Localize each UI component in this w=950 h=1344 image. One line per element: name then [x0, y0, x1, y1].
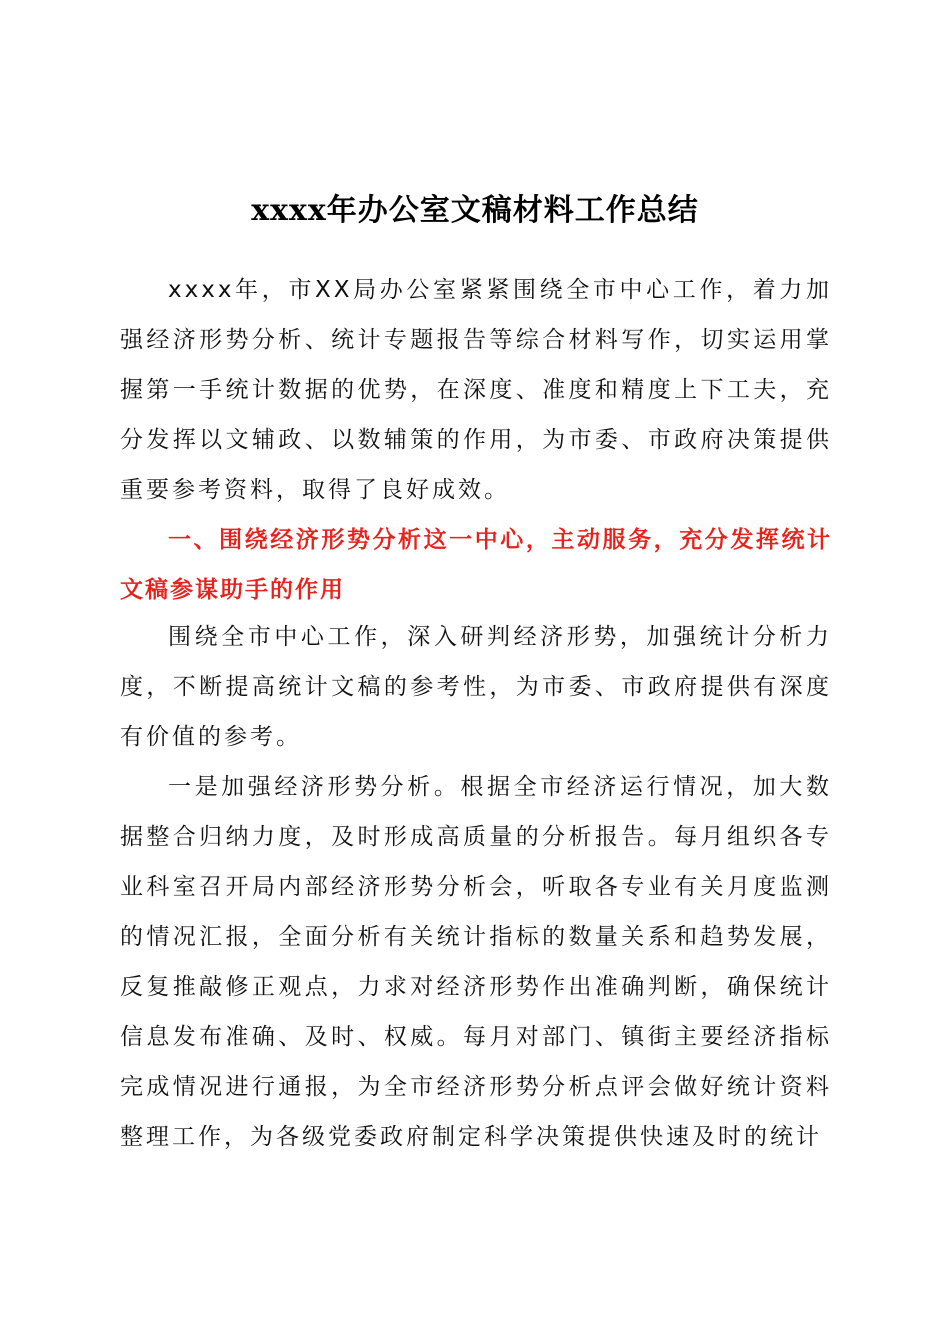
point-one-paragraph: 一是加强经济形势分析。根据全市经济运行情况，加大数据整合归纳力度，及时形成高质量的分析报告。每月组织各专业科室召开局内部经济形势分析会，听取各专业有关月度监测的情况汇报，全面分析有关统计指标的数量关系和趋势发展，反复推敲修正观点，力求对经济形势作出准确判断，确保统计信息发布准确、及时、权威。每月对部门、镇街主要经济指标完成情况进行通报，为全市经济形势分析点评会做好统计资料整理工作，为各级党委政府制定科学决策提供快速及时的统计 — [120, 774, 832, 1150]
intro-paragraph: xxxx年，市XX局办公室紧紧围绕全市中心工作，着力加强经济形势分析、统计专题报告等综合材料写作，切实运用掌握第一手统计数据的优势，在深度、准度和精度上下工夫，充分发挥以文辅政、以数辅策的作用，为市委、市政府决策提供重要参考资料，取得了良好成效。 — [120, 277, 832, 503]
section-heading: 一、围绕经济形势分析这一中心，主动服务，充分发挥统计文稿参谋助手的作用 — [120, 527, 832, 603]
section-intro-paragraph: 围绕全市中心工作，深入研判经济形势，加强统计分析力度，不断提高统计文稿的参考性，为市委、市政府提供有深度有价值的参考。 — [120, 624, 832, 750]
document-title: xxxx年办公室文稿材料工作总结 — [251, 193, 699, 228]
